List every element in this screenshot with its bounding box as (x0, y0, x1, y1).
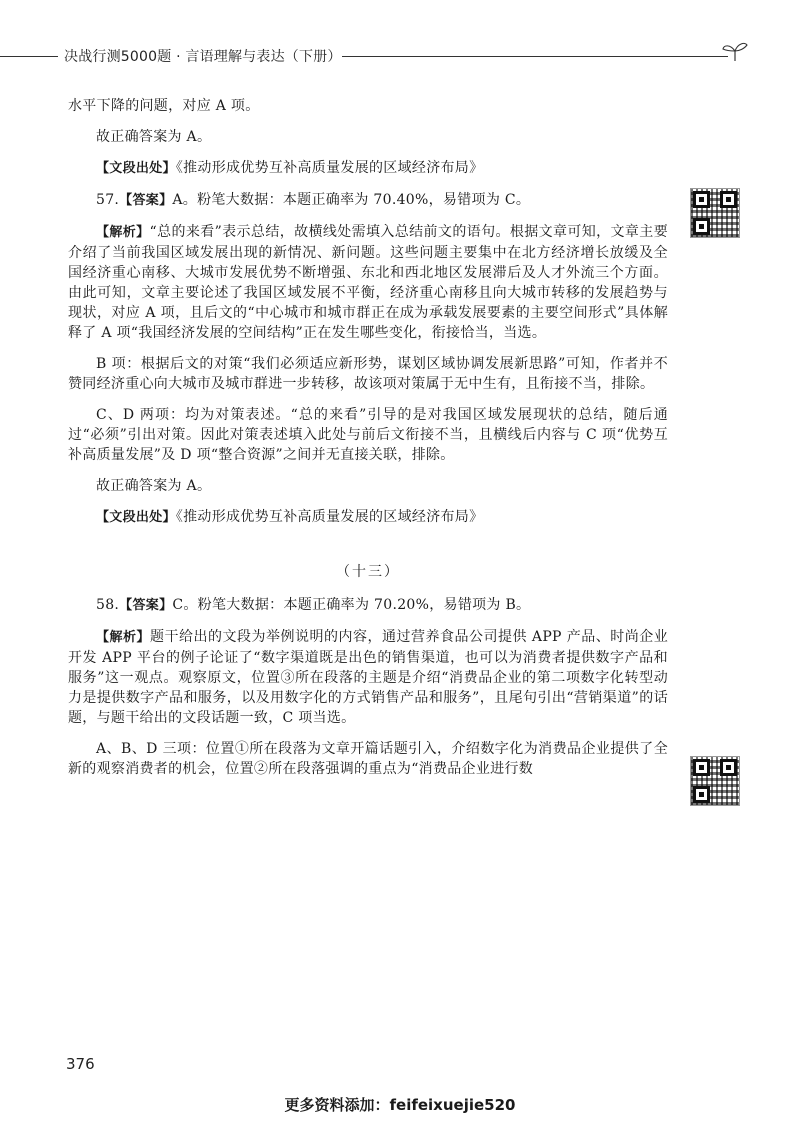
page-body (68, 96, 668, 790)
q57-option-cd: C、D 两项：均为对策表述。“总的来看”引导的是对我国区域发展现状的总结，随后通过“必须”引出对策。因此对策表述填入此处与前后文衔接不当，且横线后内容与 C 项“优势互补高质量发展”及 D 项“整合资源”之间并无直接关联，排除。 (68, 407, 668, 463)
book-title: 决战行测5000题 · 言语理解与表达（下册） (64, 49, 342, 65)
q58-analysis (68, 627, 668, 728)
q57-number: 57. (96, 192, 120, 208)
source-title: 《推动形成优势互补高质量发展的区域经济布局》 (175, 509, 484, 525)
q58-answer-text: C。粉笔大数据：本题正确率为 70.20%，易错项为 B。 (172, 597, 531, 613)
q58-number: 58. (96, 597, 120, 613)
sprout-icon (722, 40, 748, 62)
q58-analysis-text: 题干给出的文段为举例说明的内容，通过营养食品公司提供 APP 产品、时尚企业开发 APP 平台的例子论证了“数字渠道既是出色的销售渠道，也可以为消费者提供数字产品和服务”这一观点。观察原文，位置③所在段落的主题是介绍“消费品企业的第二项数字化转型动力是提供数字产品和服务，以及用数字化的方式销售产品和服务”，且尾句引出“营销渠道”的话题，与题干给出的文段话题一致，C 项当选。 (68, 629, 669, 726)
q57-analysis (68, 222, 668, 343)
source-title: 《推动形成优势互补高质量发展的区域经济布局》 (175, 160, 484, 176)
source-citation (68, 158, 668, 179)
q57-option-b: B 项：根据后文的对策“我们必须适应新形势，谋划区域协调发展新思路”可知，作者并不赞同经济重心向大城市及城市群进一步转移，故该项对策属于无中生有，且衔接不当，排除。 (68, 356, 668, 392)
analysis-tag: 【解析】 (96, 225, 150, 240)
q57-conclusion: 故正确答案为 A。 (96, 478, 212, 494)
footer-note: 更多资料添加：feifeixuejie520 (284, 1096, 516, 1114)
source-tag: 【文段出处】 (96, 161, 176, 176)
q58-option-abd: A、B、D 三项：位置①所在段落为文章开篇话题引入，介绍数字化为消费品企业提供了全新的观察消费者的机会，位置②所在段落强调的重点为“消费品企业进行数 (68, 741, 668, 777)
section-heading: （十三） (336, 564, 400, 580)
q58-answer (68, 595, 668, 616)
answer-tag: 【答案】 (119, 598, 173, 613)
q57-answer-text: A。粉笔大数据：本题正确率为 70.40%，易错项为 C。 (172, 192, 531, 208)
running-header (0, 44, 800, 68)
source-tag: 【文段出处】 (96, 510, 176, 525)
analysis-tag: 【解析】 (96, 630, 150, 645)
qr-code-q57[interactable] (690, 188, 740, 238)
page-number: 376 (66, 1055, 95, 1073)
q57-analysis-text: “总的来看”表示总结，故横线处需填入总结前文的语句。根据文章可知，文章主要介绍了当前我国区域发展出现的新情况、新问题。这些问题主要集中在北方经济增长放缓及全国经济重心南移、大城市发展优势不断增强、东北和西北地区发展滞后及人才外流三个方面。由此可知，文章主要论述了我国区域发展不平衡，经济重心南移且向大城市转移的发展趋势与现状，对应 A 项，且后文的“中心城市和城市群正在成为承载发展要素的主要空间形式”具体解释了 A 项“我国经济发展的空间结构”正在发生哪些变化，衔接恰当，当选。 (68, 224, 668, 341)
header-rule-right (342, 56, 728, 57)
header-rule-left (0, 56, 58, 57)
answer-tag: 【答案】 (119, 193, 173, 208)
paragraph-conclusion: 故正确答案为 A。 (96, 129, 212, 145)
paragraph-continued: 水平下降的问题，对应 A 项。 (68, 98, 260, 114)
qr-code-q58[interactable] (690, 756, 740, 806)
q57-answer (68, 190, 668, 211)
source-citation (68, 507, 668, 528)
